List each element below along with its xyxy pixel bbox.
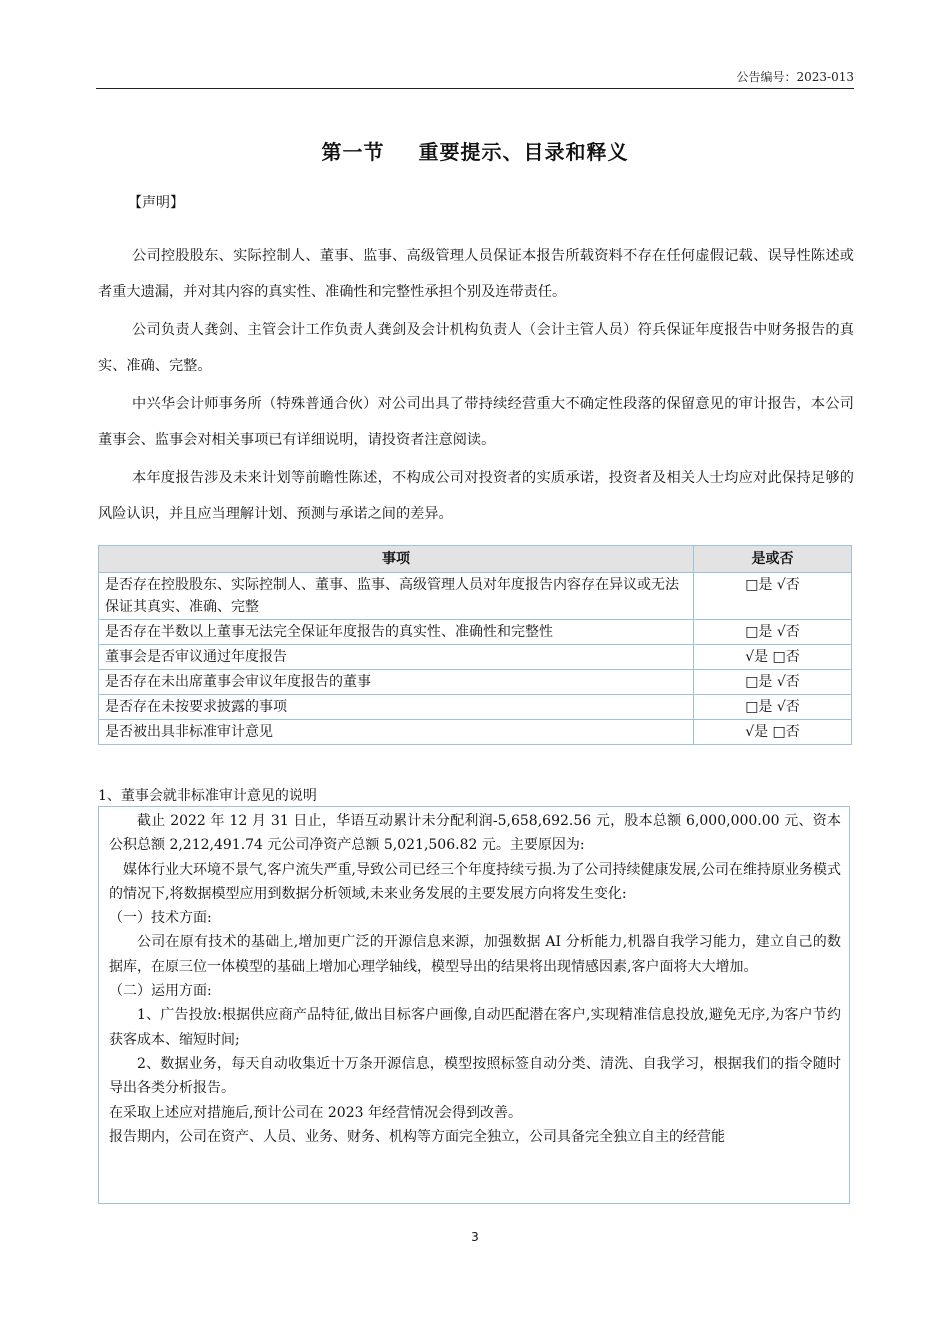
item-cell: 是否存在控股股东、实际控制人、董事、监事、高级管理人员对年度报告内容存在异议或无法保证其真实、准确、完整 [99,573,694,620]
declaration-paragraph: 公司控股股东、实际控制人、董事、监事、高级管理人员保证本报告所载资料不存在任何虚假记载、误导性陈述或者重大遗漏，并对其内容的真实性、准确性和完整性承担个别及连带责任。 [98,248,854,301]
answer-cell: □是 √否 [694,573,852,620]
answer-cell: □是 √否 [694,695,852,720]
explanation-line: 在采取上述应对措施后,预计公司在 2023 年经营情况会得到改善。 [109,1104,522,1121]
column-header-item: 事项 [99,546,694,573]
answer-cell: □是 √否 [694,670,852,695]
section-heading [0,136,950,165]
table-row [99,720,852,745]
item-cell: 董事会是否审议通过年度报告 [99,645,694,670]
declaration-paragraph: 本年度报告涉及未来计划等前瞻性陈述，不构成公司对投资者的实质承诺，投资者及相关人士均应对此保持足够的风险认识，并且应当理解计划、预测与承诺之间的差异。 [98,470,854,523]
declaration-label: 【声明】 [128,195,184,211]
answer-cell: √是 □否 [694,645,852,670]
item-cell: 是否被出具非标准审计意见 [99,720,694,745]
announcement-code: 公告编号：2023-013 [736,70,854,84]
item-cell: 是否存在未按要求披露的事项 [99,695,694,720]
table-row [99,620,852,645]
explanation-line: 媒体行业大环境不景气,客户流失严重,导致公司已经三个年度持续亏损.为了公司持续健康发展,公司在维持原业务模式的情况下,将数据模型应用到数据分析领域,未来业务发展的主要发展方向将发生变化: [109,861,841,902]
section-title: 重要提示、目录和释义 [418,140,629,164]
confirmation-table [98,545,852,745]
answer-cell: √是 □否 [694,720,852,745]
declaration-paragraph: 公司负责人龚剑、主管会计工作负责人龚剑及会计机构负责人（会计主管人员）符兵保证年度报告中财务报告的真实、准确、完整。 [98,322,854,375]
explanation-line: 1、广告投放:根据供应商产品特征,做出目标客户画像,自动匹配潜在客户,实现精准信息投放,避免无序,为客户节约获客成本、缩短时间; [109,1007,841,1048]
column-header-answer: 是或否 [694,546,852,573]
header-divider [96,88,854,89]
item-cell: 是否存在半数以上董事无法完全保证年度报告的真实性、准确性和完整性 [99,620,694,645]
section-number: 第一节 [321,140,385,164]
page-number: 3 [471,1230,479,1244]
explanation-title: 1、董事会就非标准审计意见的说明 [98,788,317,804]
declaration-paragraph: 中兴华会计师事务所（特殊普通合伙）对公司出具了带持续经营重大不确定性段落的保留意见的审计报告，本公司董事会、监事会对相关事项已有详细说明，请投资者注意阅读。 [98,396,854,449]
table-header-row [99,546,852,573]
explanation-line: 公司在原有技术的基础上,增加更广泛的开源信息来源，加强数据 AI 分析能力,机器自我学习能力，建立自己的数据库，在原三位一体模型的基础上增加心理学轴线，模型导出的结果将出现情感因素,客户面将大大增加。 [109,934,841,975]
table-row [99,573,852,620]
table-row [99,670,852,695]
table-row [99,695,852,720]
table-row [99,645,852,670]
item-cell: 是否存在未出席董事会审议年度报告的董事 [99,670,694,695]
explanation-line: （二）运用方面: [109,983,212,1000]
explanation-line: （一）技术方面: [109,910,212,927]
answer-cell: □是 √否 [694,620,852,645]
explanation-box [98,806,850,1204]
explanation-line: 报告期内，公司在资产、人员、业务、财务、机构等方面完全独立，公司具备完全独立自主的经营能 [109,1128,725,1145]
explanation-line: 2、数据业务，每天自动收集近十万条开源信息，模型按照标签自动分类、清洗、自我学习，根据我们的指令随时导出各类分析报告。 [109,1055,841,1097]
explanation-line: 截止 2022 年 12 月 31 日止，华语互动累计未分配利润-5,658,692.56 元，股本总额 6,000,000.00 元、资本公积总额 2,212,491.74 元公司净资产总额 5,021,506.82 元。主要原因为: [109,813,841,854]
